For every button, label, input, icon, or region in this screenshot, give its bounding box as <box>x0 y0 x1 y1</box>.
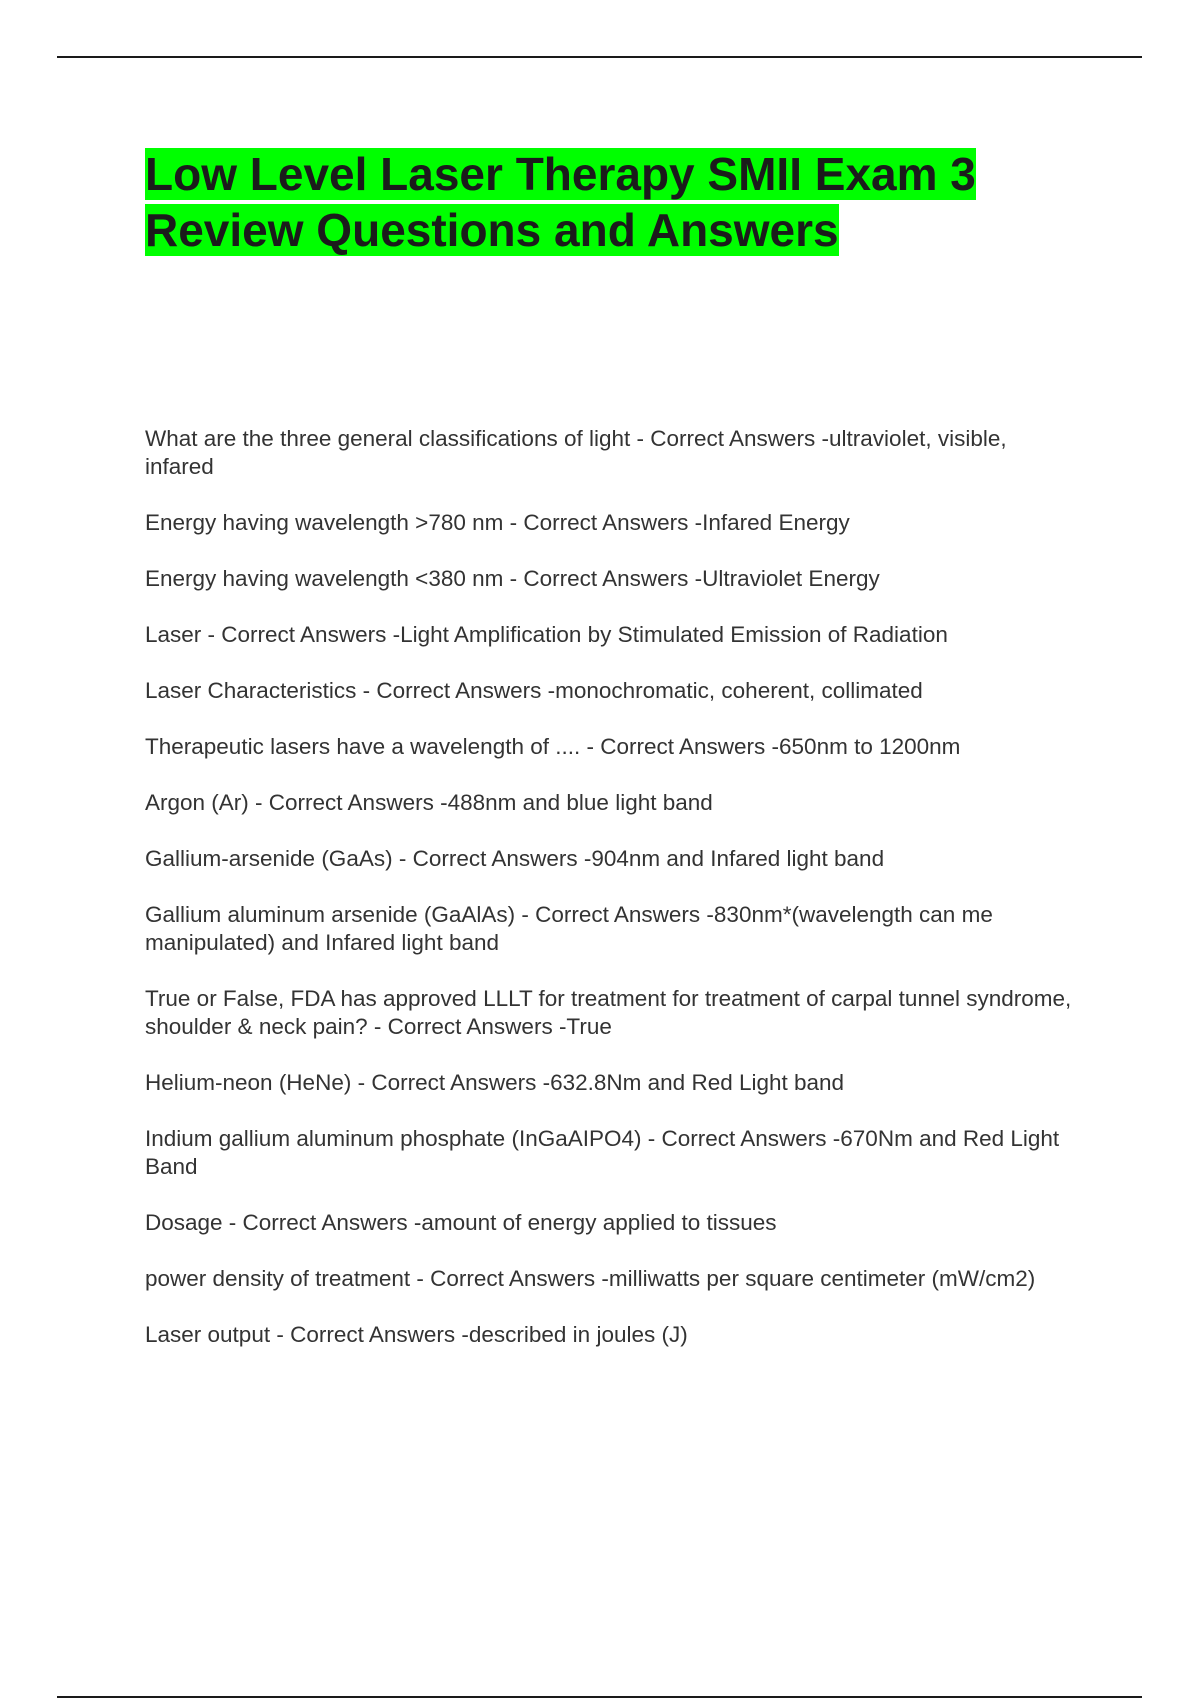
bottom-divider <box>57 1696 1142 1698</box>
qa-item: Helium-neon (HeNe) - Correct Answers -632.8Nm and Red Light band <box>145 1070 845 1095</box>
question-answer-list <box>145 425 1075 1377</box>
qa-item: Gallium-arsenide (GaAs) - Correct Answers -904nm and Infared light band <box>145 846 885 871</box>
top-divider <box>57 56 1142 58</box>
qa-item: Argon (Ar) - Correct Answers -488nm and blue light band <box>145 790 713 815</box>
qa-item: power density of treatment - Correct Answers -milliwatts per square centimeter (mW/cm2) <box>145 1266 1036 1291</box>
qa-item: What are the three general classifications of light - Correct Answers -ultraviolet, visible, infared <box>145 426 1007 479</box>
qa-item: Gallium aluminum arsenide (GaAlAs) - Correct Answers -830nm*(wavelength can me manipulated) and Infared light band <box>145 902 993 955</box>
title-line-2: Review Questions and Answers <box>145 204 839 256</box>
title-line-1: Low Level Laser Therapy SMII Exam 3 <box>145 148 976 200</box>
qa-item: Laser Characteristics - Correct Answers -monochromatic, coherent, collimated <box>145 678 923 703</box>
qa-item: Dosage - Correct Answers -amount of energy applied to tissues <box>145 1210 777 1235</box>
qa-item: Energy having wavelength <380 nm - Correct Answers -Ultraviolet Energy <box>145 566 880 591</box>
qa-item: Therapeutic lasers have a wavelength of .... - Correct Answers -650nm to 1200nm <box>145 734 961 759</box>
qa-item: Energy having wavelength >780 nm - Correct Answers -Infared Energy <box>145 510 850 535</box>
qa-item: Indium gallium aluminum phosphate (InGaAIPO4) - Correct Answers -670Nm and Red Light Band <box>145 1126 1060 1179</box>
qa-item: True or False, FDA has approved LLLT for treatment for treatment of carpal tunnel syndrome, shoulder & neck pain? - Correct Answers -True <box>145 986 1072 1039</box>
document-title <box>145 146 1105 258</box>
qa-item: Laser output - Correct Answers -described in joules (J) <box>145 1322 688 1347</box>
qa-item: Laser - Correct Answers -Light Amplification by Stimulated Emission of Radiation <box>145 622 948 647</box>
